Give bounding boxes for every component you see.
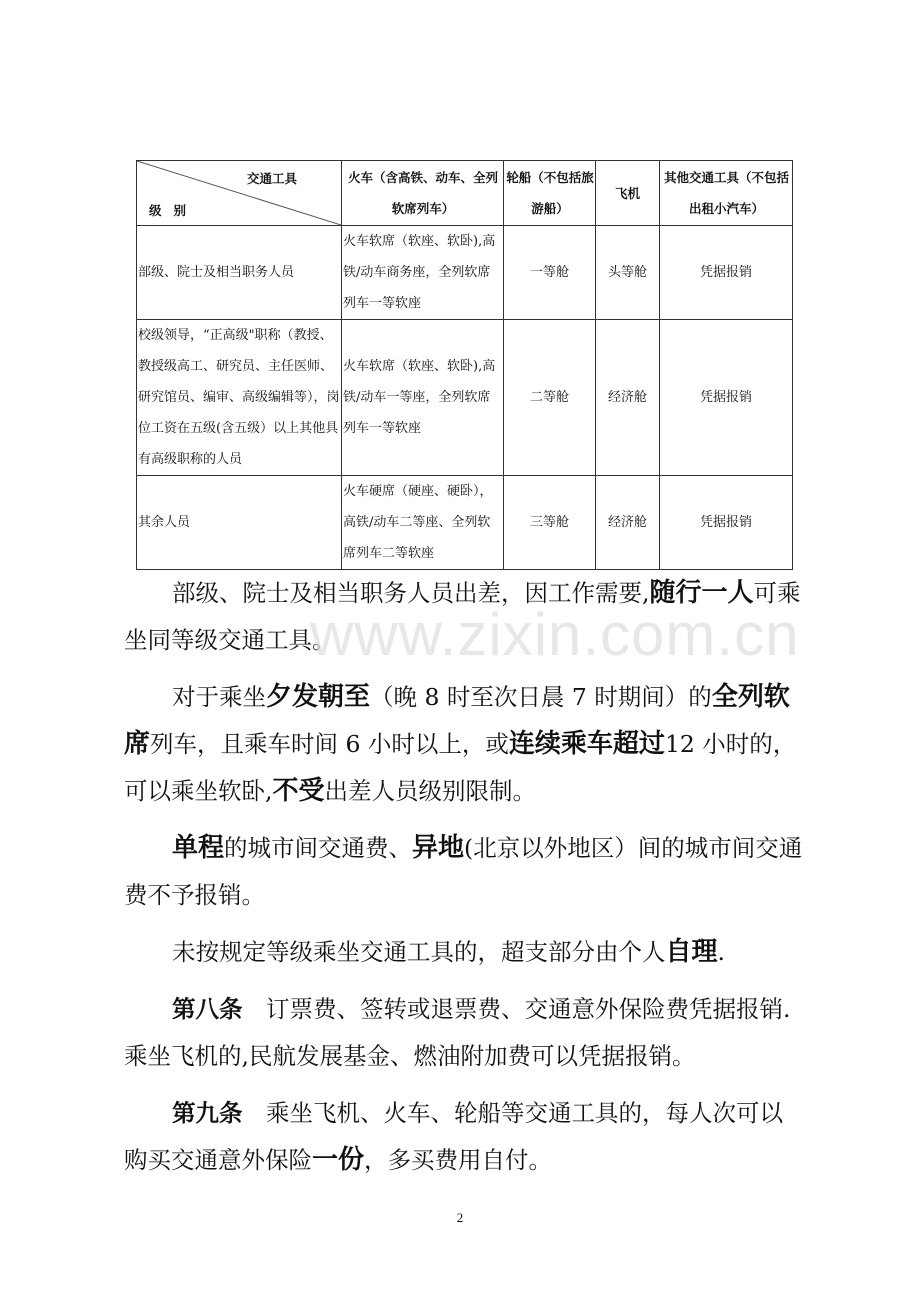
table-header-row <box>137 161 793 226</box>
other-cell: 凭据报销 <box>660 320 793 476</box>
header-level: 级别 <box>149 203 199 218</box>
ship-cell: 二等舱 <box>504 320 596 476</box>
header-train: 火车（含高铁、动车、全列软席列车） <box>342 161 504 226</box>
paragraph-accompany: 部级、院士及相当职务人员出差，因工作需要,随行一人可乘坐同等级交通工具。 <box>124 578 801 654</box>
table-row <box>137 320 793 476</box>
header-plane: 飞机 <box>596 161 660 226</box>
paragraph-single-trip: 单程的城市间交通费、异地(北京以外地区）间的城市间交通费不予报销。 <box>124 833 803 909</box>
watermark: www.zixin.com.cn <box>310 601 800 668</box>
train-cell: 火车硬席（硬座、硬卧），高铁/动车二等座、全列软席列车二等软座 <box>342 476 504 570</box>
header-ship: 轮船（不包括旅游船） <box>504 161 596 226</box>
header-other: 其他交通工具（不包括出租小汽车） <box>660 161 793 226</box>
table-row <box>137 476 793 570</box>
level-cell: 部级、院士及相当职务人员 <box>137 226 342 320</box>
level-cell: 校级领导，“正高级"职称（教授、教授级高工、研究员、主任医师、研究馆员、编审、高级编辑等），岗位工资在五级(含五级）以上其他具有高级职称的人员 <box>137 320 342 476</box>
other-cell: 凭据报销 <box>660 476 793 570</box>
level-cell: 其余人员 <box>137 476 342 570</box>
page-number: 2 <box>456 1210 464 1225</box>
train-cell: 火车软席（软座、软卧),高铁/动车一等座，全列软席列车一等软座 <box>342 320 504 476</box>
paragraph-overspend: 未按规定等级乘坐交通工具的，超支部分由个人自理. <box>172 937 725 967</box>
article-8: 第八条 订票费、签转或退票费、交通意外保险费凭据报销.乘坐飞机的,民航发展基金、燃油附加费可以凭据报销。 <box>124 995 791 1070</box>
paragraph-overnight: 对于乘坐夕发朝至（晚 8 时至次日晨 7 时期间）的全列软席列车，且乘车时间 6 小时以上，或连续乘车超过12 小时的，可以乘坐软卧,不受出差人员级别限制。 <box>124 682 797 806</box>
header-transport: 交通工具 <box>246 171 297 186</box>
table-row <box>137 226 793 320</box>
ship-cell: 一等舱 <box>504 226 596 320</box>
plane-cell: 经济舱 <box>596 476 660 570</box>
other-cell: 凭据报销 <box>660 226 793 320</box>
train-cell: 火车软席（软座、软卧),高铁/动车商务座，全列软席列车一等软座 <box>342 226 504 320</box>
diagonal-header-cell <box>137 161 342 226</box>
ship-cell: 三等舱 <box>504 476 596 570</box>
plane-cell: 经济舱 <box>596 320 660 476</box>
article-9: 第九条 乘坐飞机、火车、轮船等交通工具的，每人次可以购买交通意外保险一份，多买费用自付。 <box>124 1099 783 1175</box>
plane-cell: 头等舱 <box>596 226 660 320</box>
travel-standard-table <box>136 160 793 570</box>
